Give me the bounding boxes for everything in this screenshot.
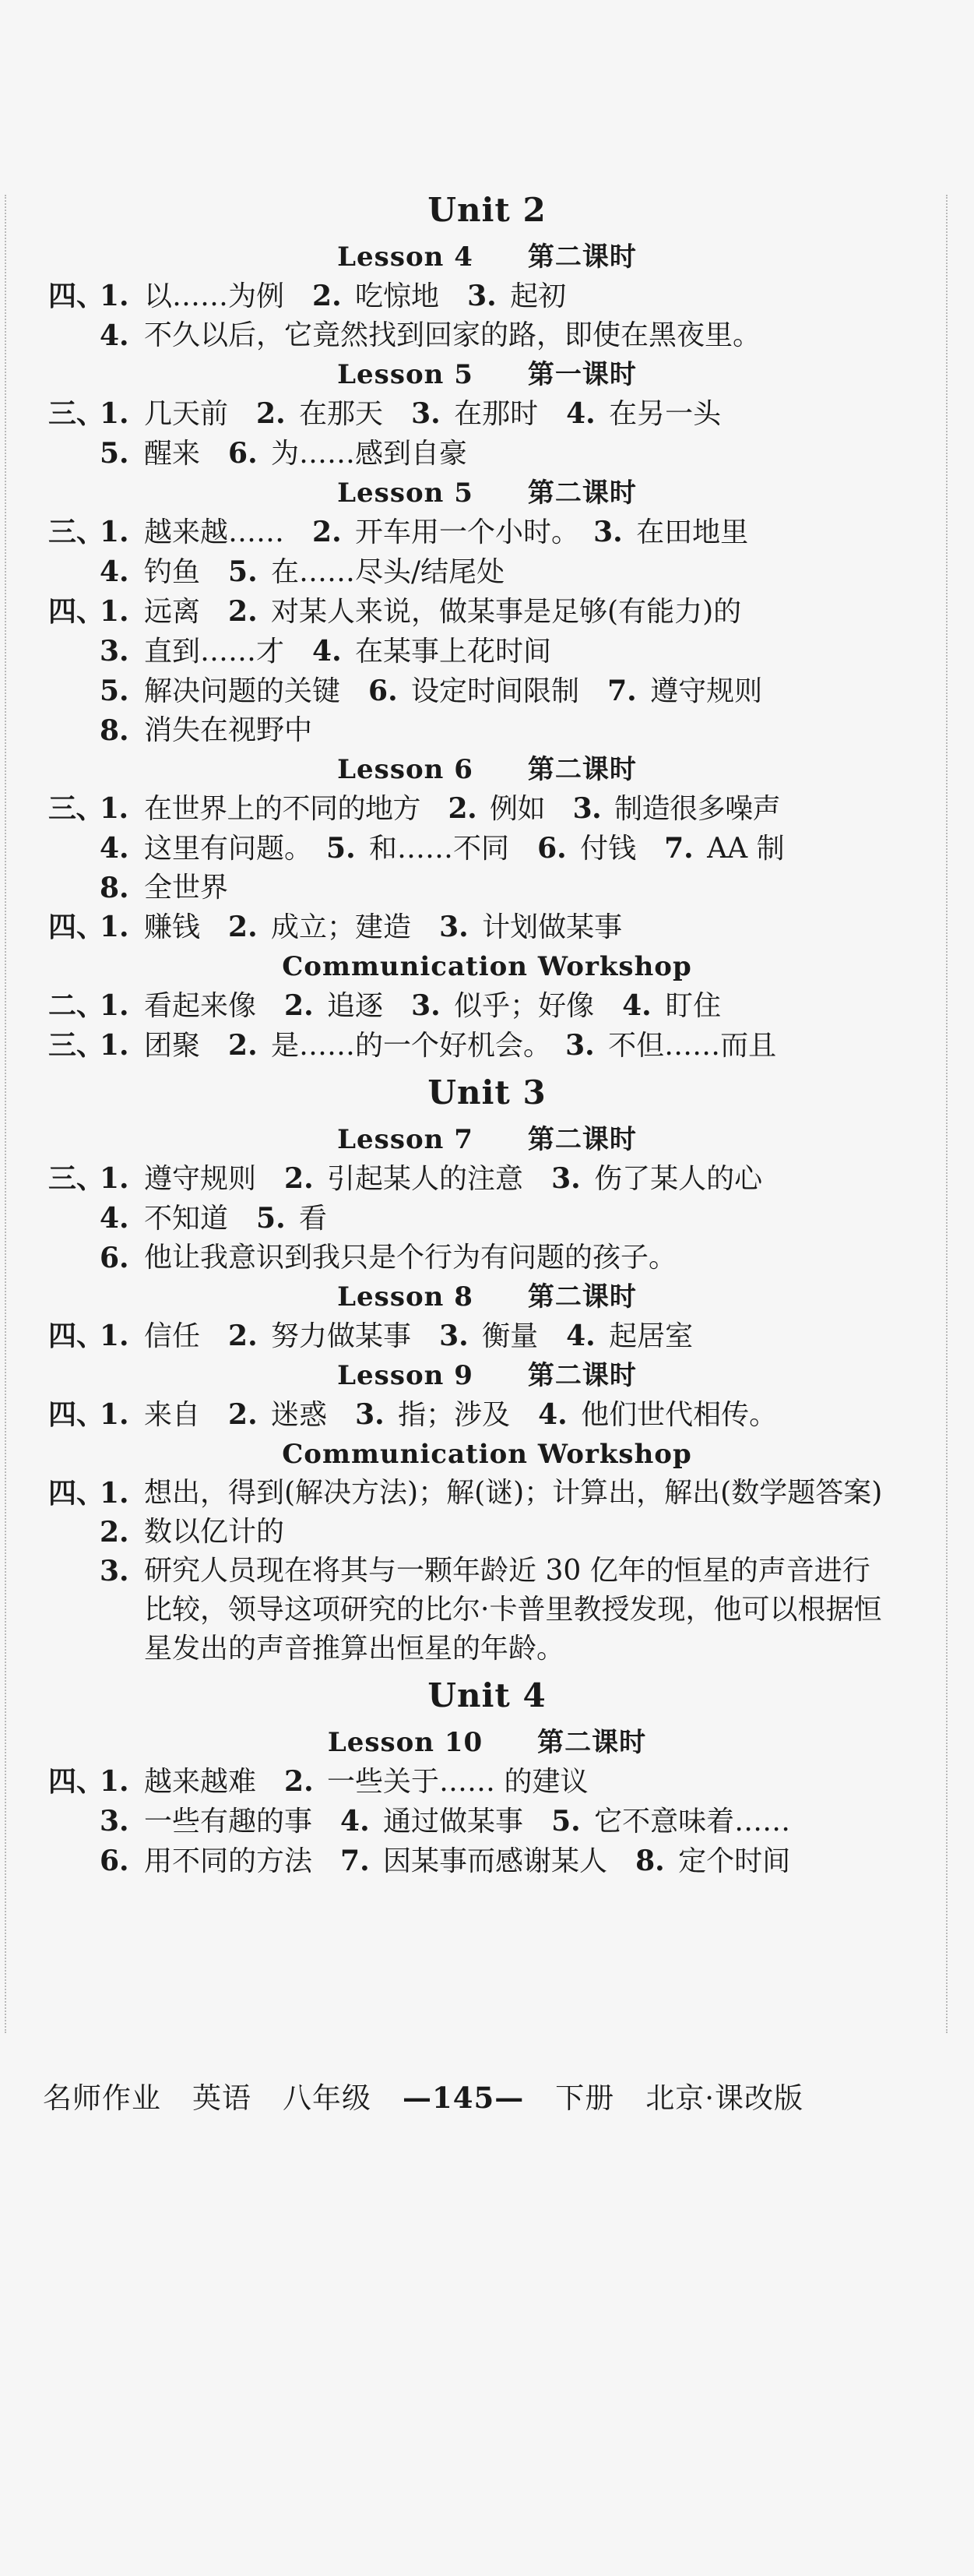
item-number: 1.	[100, 397, 129, 430]
lesson-heading: Lesson 6 第二课时	[337, 754, 637, 785]
answer-line	[0, 1239, 974, 1277]
item-number: 8.	[100, 872, 129, 904]
page-number: —145—	[403, 2081, 525, 2115]
item-number: 3.	[100, 1805, 129, 1838]
answer-text: 用不同的方法 7. 因某事而感谢某人 8. 定个时间	[144, 1845, 791, 1877]
footer-subject: 英语	[192, 2081, 251, 2115]
item-number: 1.	[100, 516, 129, 548]
answer-line	[0, 592, 974, 632]
answer-text: 以……为例 2. 吃惊地 3. 起初	[144, 280, 567, 312]
answer-line	[0, 513, 974, 552]
answer-text: 醒来 6. 为……感到自豪	[144, 437, 468, 470]
lesson-heading: Lesson 8 第二课时	[337, 1281, 637, 1313]
section-marker: 三、	[48, 792, 104, 825]
answer-line	[0, 869, 974, 907]
answer-text: 消失在视野中	[144, 714, 313, 746]
answer-line	[0, 277, 974, 316]
answer-line	[0, 829, 974, 869]
item-number: 1.	[100, 595, 129, 628]
answer-line	[0, 986, 974, 1026]
item-number: 5.	[100, 675, 129, 707]
answer-line	[0, 1474, 891, 1513]
lesson-heading: Lesson 4 第二课时	[337, 241, 637, 273]
lesson-heading: Lesson 9 第二课时	[337, 1360, 637, 1391]
answer-line	[0, 789, 974, 829]
section-marker: 三、	[48, 397, 105, 430]
answer-text: 解决问题的关键 6. 设定时间限制 7. 遵守规则	[144, 675, 763, 707]
lesson-heading: Communication Workshop	[282, 1439, 692, 1470]
item-number: 1.	[100, 1477, 129, 1510]
answer-line	[0, 1552, 891, 1669]
footer-volume: 下册	[555, 2081, 615, 2115]
item-number: 1.	[100, 1765, 129, 1798]
answer-text: 他让我意识到我只是个行为有问题的孩子。	[144, 1242, 677, 1274]
page-footer	[43, 2078, 803, 2118]
answer-text: 看起来像 2. 追逐 3. 似乎；好像 4. 盯住	[144, 989, 722, 1022]
item-number: 4.	[100, 1202, 129, 1235]
answer-line	[0, 1802, 974, 1841]
answer-text: 来自 2. 迷惑 3. 指；涉及 4. 他们世代相传。	[144, 1398, 778, 1431]
section-marker: 四、	[48, 1765, 105, 1798]
section-marker: 四、	[48, 1477, 105, 1510]
unit-heading: Unit 3	[427, 1073, 547, 1112]
section-marker: 四、	[48, 911, 105, 943]
section-marker: 四、	[48, 1320, 105, 1352]
answer-line	[0, 394, 974, 434]
answer-text: 研究人员现在将其与一颗年龄近 30 亿年的恒星的声音进行比较，领导这项研究的比尔·卡普里教授发现，他可以根据恒星发出的声音推算出恒星的年龄。	[144, 1555, 882, 1665]
answer-text: 几天前 2. 在那天 3. 在那时 4. 在另一头	[144, 397, 722, 430]
answer-line	[0, 1395, 974, 1435]
section-marker: 二、	[48, 989, 105, 1022]
item-number: 1.	[100, 280, 129, 312]
lesson-heading: Lesson 5 第二课时	[337, 477, 637, 509]
answer-line	[0, 1762, 974, 1802]
answer-text: 数以亿计的	[144, 1516, 285, 1548]
answer-text: 在世界上的不同的地方 2. 例如 3. 制造很多噪声	[144, 792, 781, 825]
section-marker: 四、	[48, 595, 105, 628]
answer-line	[0, 434, 974, 474]
answer-line	[0, 671, 974, 711]
answer-line	[0, 1316, 974, 1356]
item-number: 3.	[100, 1555, 129, 1588]
item-number: 3.	[100, 635, 129, 668]
item-number: 8.	[100, 714, 129, 747]
section-marker: 三、	[48, 1029, 105, 1062]
section-marker: 四、	[48, 280, 105, 312]
answer-line	[0, 1026, 974, 1066]
unit-heading: Unit 4	[427, 1676, 547, 1714]
answer-line	[0, 552, 974, 592]
item-number: 2.	[100, 1516, 129, 1549]
section-marker: 四、	[48, 1398, 105, 1431]
item-number: 4.	[100, 832, 129, 865]
answer-text: 一些有趣的事 4. 通过做某事 5. 它不意味着……	[144, 1805, 791, 1838]
answer-text: 信任 2. 努力做某事 3. 衡量 4. 起居室	[144, 1320, 694, 1352]
answer-text: 想出，得到(解决方法)；解(谜)；计算出，解出(数学题答案)	[144, 1477, 883, 1509]
answer-line	[0, 1513, 974, 1552]
answer-text: 越来越难 2. 一些关于…… 的建议	[144, 1765, 589, 1798]
answer-line	[0, 711, 974, 750]
answer-line	[0, 316, 974, 355]
section-marker: 三、	[48, 516, 105, 548]
unit-heading: Unit 2	[427, 191, 547, 229]
answer-text: 赚钱 2. 成立；建造 3. 计划做某事	[144, 911, 623, 943]
answer-text: 这里有问题。 5. 和……不同 6. 付钱 7. AA 制	[144, 832, 785, 865]
item-number: 5.	[100, 437, 129, 470]
item-number: 1.	[100, 1029, 129, 1062]
footer-edition: 北京·课改版	[645, 2081, 803, 2115]
item-number: 1.	[100, 1162, 129, 1195]
answer-line	[0, 632, 974, 671]
footer-book-title: 名师作业	[43, 2081, 161, 2115]
answer-key-content	[0, 183, 974, 1881]
item-number: 6.	[100, 1845, 129, 1877]
answer-text: 不久以后，它竟然找到回家的路，即使在黑夜里。	[144, 319, 761, 351]
item-number: 1.	[100, 792, 128, 825]
answer-text: 钓鱼 5. 在……尽头/结尾处	[144, 555, 505, 588]
answer-line	[0, 1199, 974, 1239]
item-number: 1.	[100, 1398, 129, 1431]
answer-text: 直到……才 4. 在某事上花时间	[144, 635, 552, 668]
answer-line	[0, 1159, 974, 1199]
answer-line	[0, 907, 974, 947]
answer-text: 远离 2. 对某人来说，做某事是足够(有能力)的	[144, 595, 742, 628]
answer-text: 团聚 2. 是……的一个好机会。 3. 不但……而且	[144, 1029, 777, 1062]
lesson-heading: Lesson 5 第一课时	[337, 359, 637, 390]
lesson-heading: Communication Workshop	[282, 951, 692, 982]
answer-text: 遵守规则 2. 引起某人的注意 3. 伤了某人的心	[144, 1162, 763, 1195]
lesson-heading: Lesson 10 第二课时	[327, 1727, 647, 1758]
item-number: 1.	[100, 989, 129, 1022]
lesson-heading: Lesson 7 第二课时	[337, 1124, 637, 1155]
item-number: 1.	[100, 911, 129, 943]
answer-line	[0, 1841, 974, 1881]
item-number: 4.	[100, 555, 129, 588]
answer-text: 全世界	[144, 872, 229, 904]
item-number: 6.	[100, 1242, 129, 1274]
item-number: 1.	[100, 1320, 129, 1352]
section-marker: 三、	[48, 1162, 105, 1195]
footer-grade: 八年级	[283, 2081, 371, 2115]
item-number: 4.	[100, 319, 129, 352]
answer-text: 不知道 5. 看	[144, 1202, 328, 1235]
answer-text: 越来越…… 2. 开车用一个小时。 3. 在田地里	[144, 516, 749, 548]
